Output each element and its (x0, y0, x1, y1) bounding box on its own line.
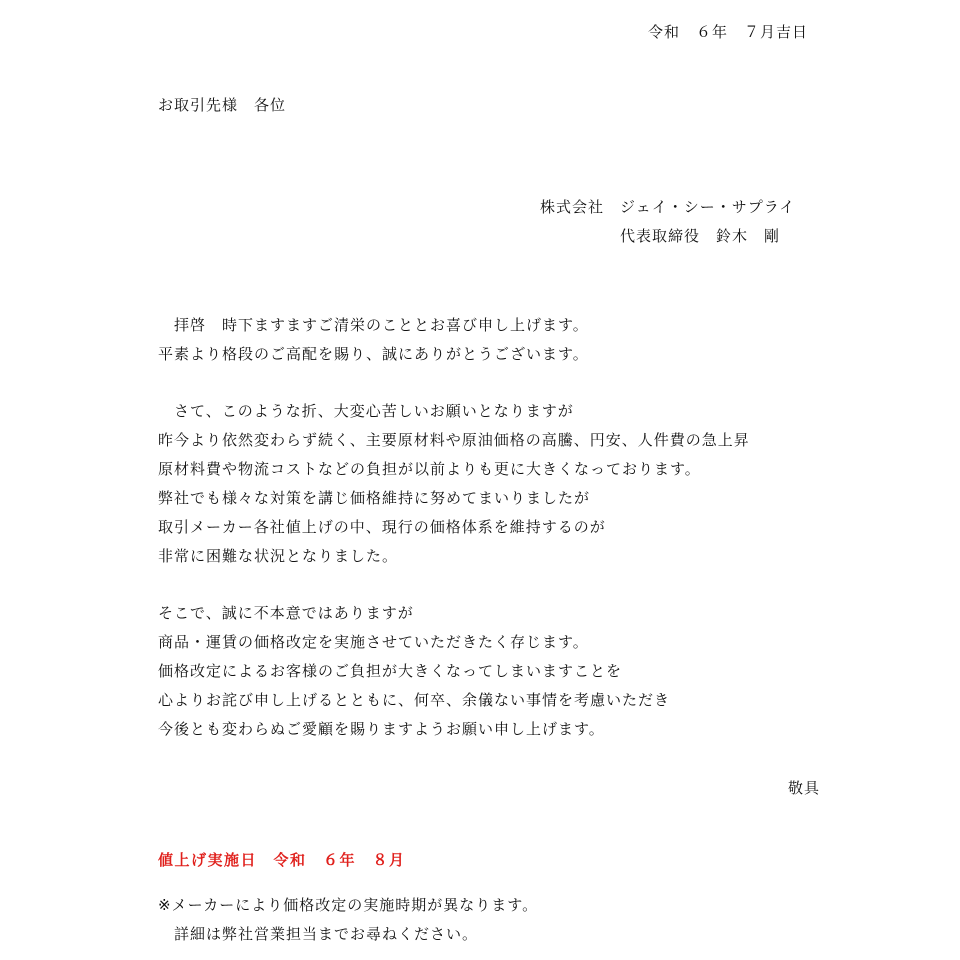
body-line: 弊社でも様々な対策を講じ価格維持に努めてまいりましたが (158, 489, 591, 507)
closing: 敬具 (788, 779, 821, 797)
body-line: 取引メーカー各社値上げの中、現行の価格体系を維持するのが (158, 518, 606, 536)
body-line: 原材料費や物流コストなどの負担が以前よりも更に大きくなっております。 (158, 460, 701, 478)
body-line: そこで、誠に不本意ではありますが (158, 604, 414, 622)
body-line: 平素より格段のご高配を賜り、誠にありがとうございます。 (158, 345, 589, 363)
letter-date: 令和 ６年 ７月吉日 (648, 23, 809, 41)
body-line: 商品・運賃の価格改定を実施させていただきたく存じます。 (158, 633, 589, 651)
sender-company: 株式会社 ジェイ・シー・サプライ (540, 198, 796, 216)
body-line: 昨今より依然変わらず続く、主要原材料や原油価格の高騰、円安、人件費の急上昇 (158, 431, 750, 449)
note-line: 詳細は弊社営業担当までお尋ねください。 (158, 925, 479, 943)
body-line: 価格改定によるお客様のご負担が大きくなってしまいますことを (158, 662, 623, 680)
body-line: 今後とも変わらぬご愛顧を賜りますようお願い申し上げます。 (158, 720, 605, 738)
note-line: ※メーカーにより価格改定の実施時期が異なります。 (158, 896, 539, 914)
body-line: 心よりお詫び申し上げるとともに、何卒、余儀ない事情を考慮いただき (158, 691, 671, 709)
sender-representative: 代表取締役 鈴木 剛 (620, 227, 781, 245)
body-line: 非常に困難な状況となりました。 (158, 547, 399, 565)
effective-date: 値上げ実施日 令和 ６年 ８月 (158, 851, 406, 869)
body-line: 拝啓 時下ますますご清栄のこととお喜び申し上げます。 (158, 316, 589, 334)
recipient: お取引先様 各位 (158, 96, 287, 114)
body-line: さて、このような折、大変心苦しいお願いとなりますが (158, 402, 574, 420)
